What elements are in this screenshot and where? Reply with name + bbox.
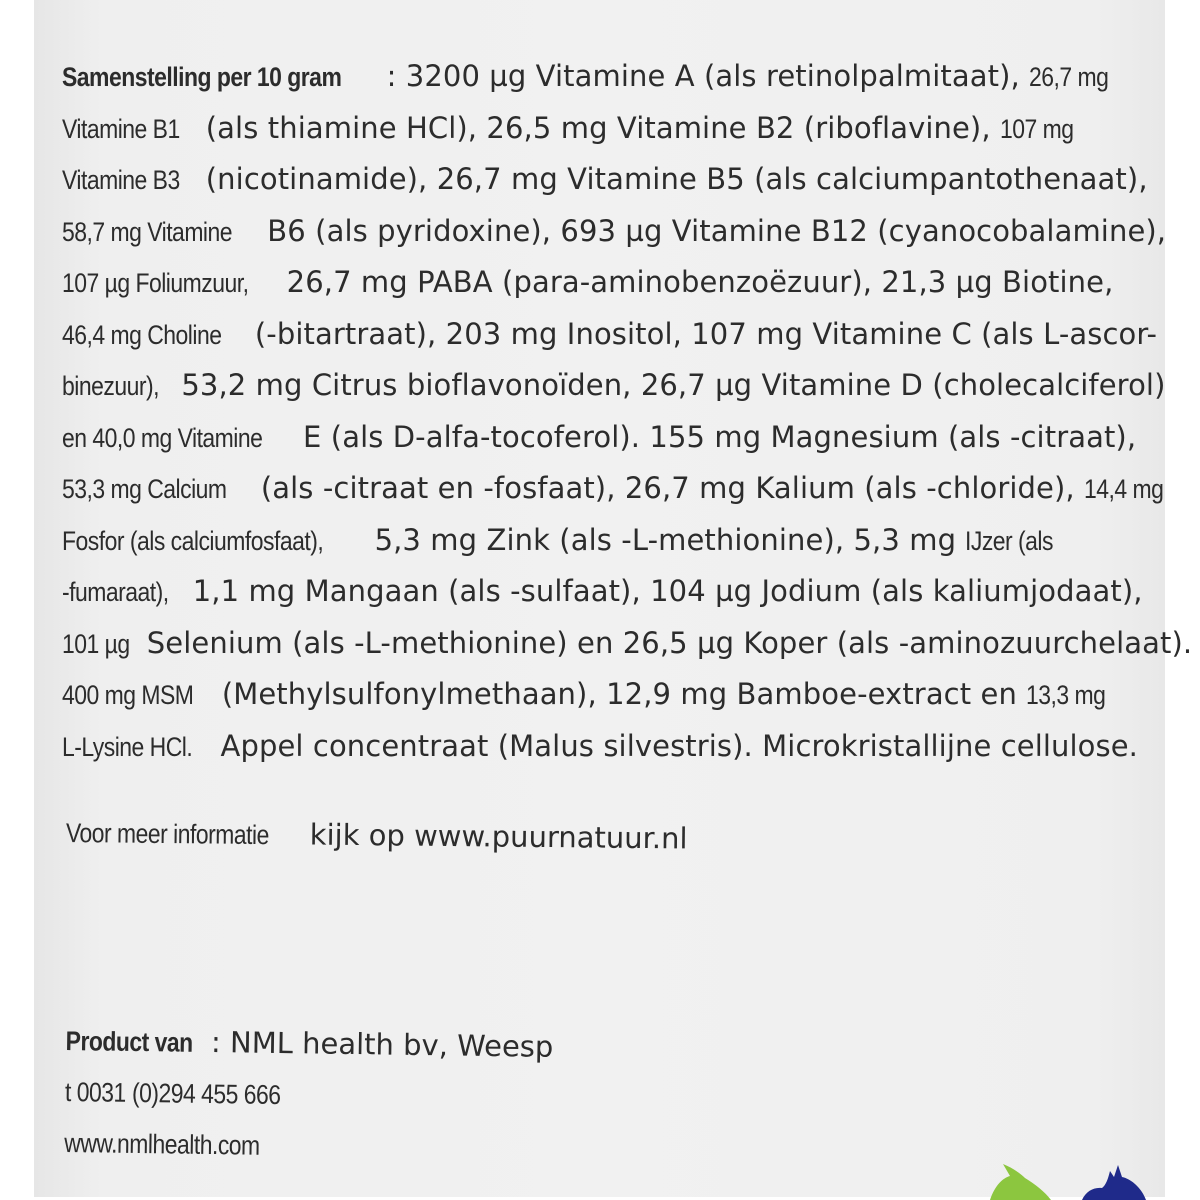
producer-phone: (0)294 455 666 — [132, 1077, 282, 1111]
composition-line: 53,3 mg Calcium (als -citraat en -fosfaat), 26,7 mg Kalium (als -chloride), 14,4 mg — [62, 471, 1164, 505]
composition-line: Vitamine B3 (nicotinamide), 26,7 mg Vitamine B5 (als calciumpantothenaat), — [62, 162, 1148, 196]
composition-line: binezuur), 53,2 mg Citrus bioflavonoïden, 26,7 µg Vitamine D (cholecalciferol) — [62, 368, 1166, 402]
composition-line: 101 µg Selenium (als -L-methionine) en 26,5 µg Koper (als -aminozuurchelaat). — [62, 625, 1193, 660]
composition-line: Samenstelling per 10 gram : 3200 µg Vitamine A (als retinolpalmitaat), 26,7 mg — [62, 54, 1152, 106]
producer-heading: Product van — [65, 1025, 193, 1058]
composition-heading: Samenstelling per 10 gram — [62, 62, 342, 92]
composition-line: Vitamine B1 (als thiamine HCl), 26,5 mg Vitamine B2 (riboflavine), 107 mg — [62, 110, 1074, 145]
composition-line: L-Lysine HCl. Appel concentraat (Malus silvestris). Microkristallijne cellulose. — [62, 728, 1138, 763]
producer-name-row: Product van : NML health bv, Weesp — [65, 1018, 553, 1076]
composition-line: 58,7 mg Vitamine B6 (als pyridoxine), 693 µg Vitamine B12 (cyanocobalamine), — [62, 213, 1167, 248]
more-info-link: kijk op www.puurnatuur.nl — [300, 817, 688, 856]
composition-line: 400 mg MSM (Methylsulfonylmethaan), 12,9 mg Bamboe-extract en 13,3 mg — [62, 677, 1106, 711]
producer-website-row — [64, 1120, 552, 1178]
green-leaf-logo-icon — [985, 1160, 1055, 1200]
composition-text — [62, 54, 1193, 775]
composition-line: 46,4 mg Choline (-bitartraat), 203 mg Inositol, 107 mg Vitamine C (als L-ascor- — [62, 316, 1158, 351]
producer-name: NML health bv, Weesp — [220, 1025, 554, 1064]
composition-line: Fosfor (als calciumfosfaat), 5,3 mg Zink (als -L-methionine), 5,3 mg IJzer (als — [62, 522, 1054, 557]
producer-website: www.nmlhealth.com — [64, 1127, 260, 1161]
composition-line: en 40,0 mg Vitamine E (als D-alfa-tocoferol). 155 mg Magnesium (als -citraat), — [62, 419, 1137, 454]
more-info-text: Voor meer informatie kijk op www.puurnatuur.nl — [65, 817, 688, 856]
blue-animal-logo-icon — [1080, 1155, 1150, 1200]
producer-block — [64, 1018, 554, 1178]
producer-phone-row: t 0031(0)294 455 666 — [65, 1069, 553, 1127]
composition-line: -fumaraat), 1,1 mg Mangaan (als -sulfaat), 104 µg Jodium (als kaliumjodaat), — [62, 574, 1143, 608]
composition-line: 107 µg Foliumzuur, 26,7 mg PABA (para-aminobenzoëzuur), 21,3 µg Biotine, — [62, 265, 1114, 299]
